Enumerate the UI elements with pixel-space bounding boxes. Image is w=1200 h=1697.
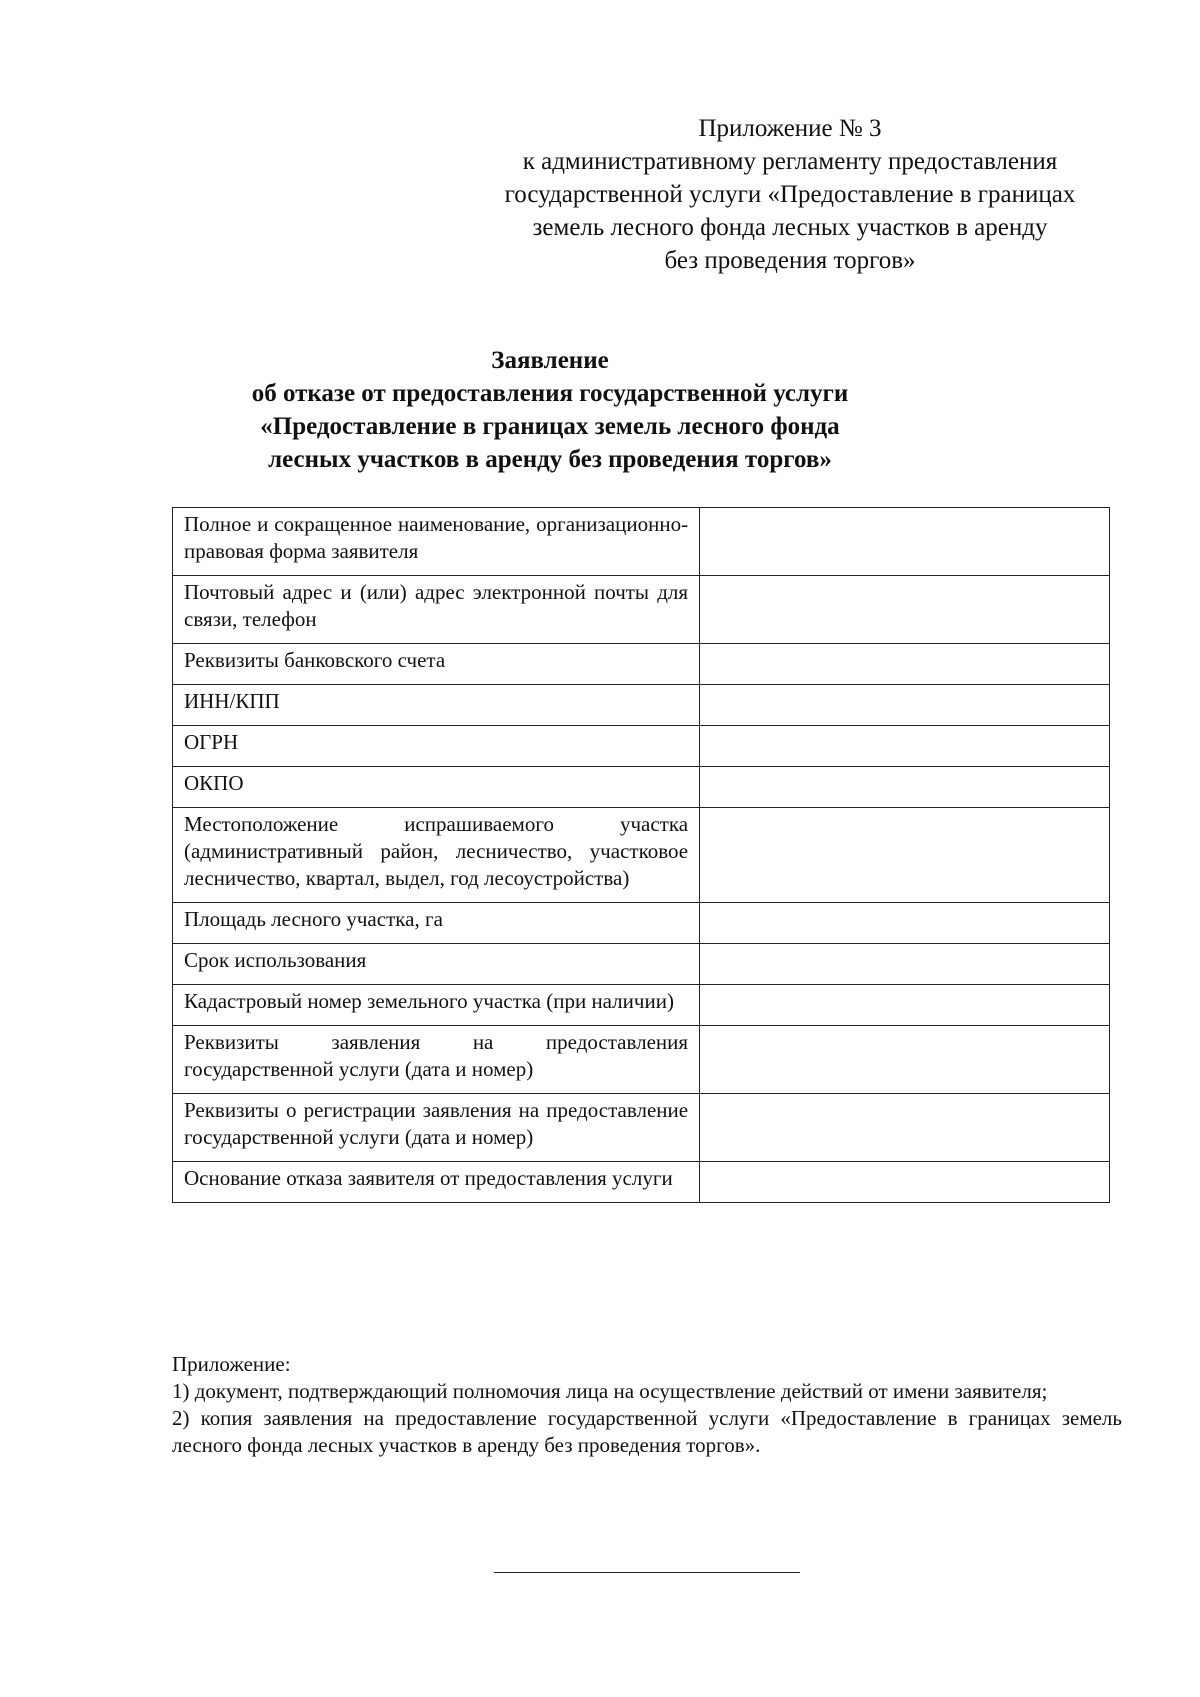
field-label: ОКПО — [173, 767, 700, 808]
appendix-header-line: земель лесного фонда лесных участков в аренду — [532, 214, 1048, 241]
appendix-header-line: государственной услуги «Предоставление в границах — [504, 181, 1076, 208]
field-value — [700, 944, 1110, 985]
field-value — [700, 985, 1110, 1026]
table-row — [173, 944, 1110, 985]
table-row — [173, 808, 1110, 903]
field-label: Срок использования — [173, 944, 700, 985]
document-title — [150, 344, 950, 476]
application-form-table — [172, 507, 1110, 1203]
document-title-line: об отказе от предоставления государственной услуги — [251, 380, 849, 407]
field-label: Кадастровый номер земельного участка (при наличии) — [173, 985, 700, 1026]
field-label: Реквизиты о регистрации заявления на предоставление государственной услуги (дата и номер) — [173, 1094, 700, 1162]
document-title-line: «Предоставление в границах земель лесного фонда — [260, 413, 840, 440]
field-value — [700, 726, 1110, 767]
field-label: Реквизиты заявления на предоставления государственной услуги (дата и номер) — [173, 1026, 700, 1094]
field-label: Площадь лесного участка, га — [173, 903, 700, 944]
attachments-section — [172, 1351, 1122, 1459]
field-value — [700, 644, 1110, 685]
field-value — [700, 808, 1110, 903]
field-value — [700, 685, 1110, 726]
table-row — [173, 726, 1110, 767]
field-label: ОГРН — [173, 726, 700, 767]
field-value — [700, 508, 1110, 576]
table-row — [173, 1094, 1110, 1162]
field-label: Местоположение испрашиваемого участка (административный район, лесничество, участковое лесничество, квартал, выдел, год лесоустройства) — [173, 808, 700, 903]
signature-line — [494, 1572, 800, 1573]
table-row — [173, 508, 1110, 576]
document-title-line: Заявление — [491, 347, 609, 374]
table-row — [173, 685, 1110, 726]
field-value — [700, 1094, 1110, 1162]
attachments-heading: Приложение: — [172, 1352, 291, 1376]
table-row — [173, 1162, 1110, 1203]
appendix-header-line: Приложение № 3 — [698, 115, 882, 142]
field-label: Почтовый адрес и (или) адрес электронной почты для связи, телефон — [173, 576, 700, 644]
attachment-item: 1) документ, подтверждающий полномочия лица на осуществление действий от имени заявителя; — [172, 1379, 1048, 1403]
field-label: Полное и сокращенное наименование, организационно-правовая форма заявителя — [173, 508, 700, 576]
field-value — [700, 576, 1110, 644]
table-row — [173, 767, 1110, 808]
table-row — [173, 903, 1110, 944]
document-title-line: лесных участков в аренду без проведения торгов» — [268, 446, 832, 473]
appendix-header-line: без проведения торгов» — [664, 247, 916, 274]
appendix-header — [440, 112, 1140, 277]
field-value — [700, 767, 1110, 808]
table-row — [173, 644, 1110, 685]
field-value — [700, 1162, 1110, 1203]
field-label: Основание отказа заявителя от предоставления услуги — [173, 1162, 700, 1203]
appendix-header-line: к административному регламенту предоставления — [522, 148, 1058, 175]
attachment-item: 2) копия заявления на предоставление государственной услуги «Предоставление в границах земель лесного фонда лесных участков в аренду без проведения торгов». — [172, 1406, 1122, 1457]
table-row — [173, 1026, 1110, 1094]
field-label: Реквизиты банковского счета — [173, 644, 700, 685]
field-value — [700, 1026, 1110, 1094]
table-row — [173, 576, 1110, 644]
table-row — [173, 985, 1110, 1026]
field-label: ИНН/КПП — [173, 685, 700, 726]
field-value — [700, 903, 1110, 944]
